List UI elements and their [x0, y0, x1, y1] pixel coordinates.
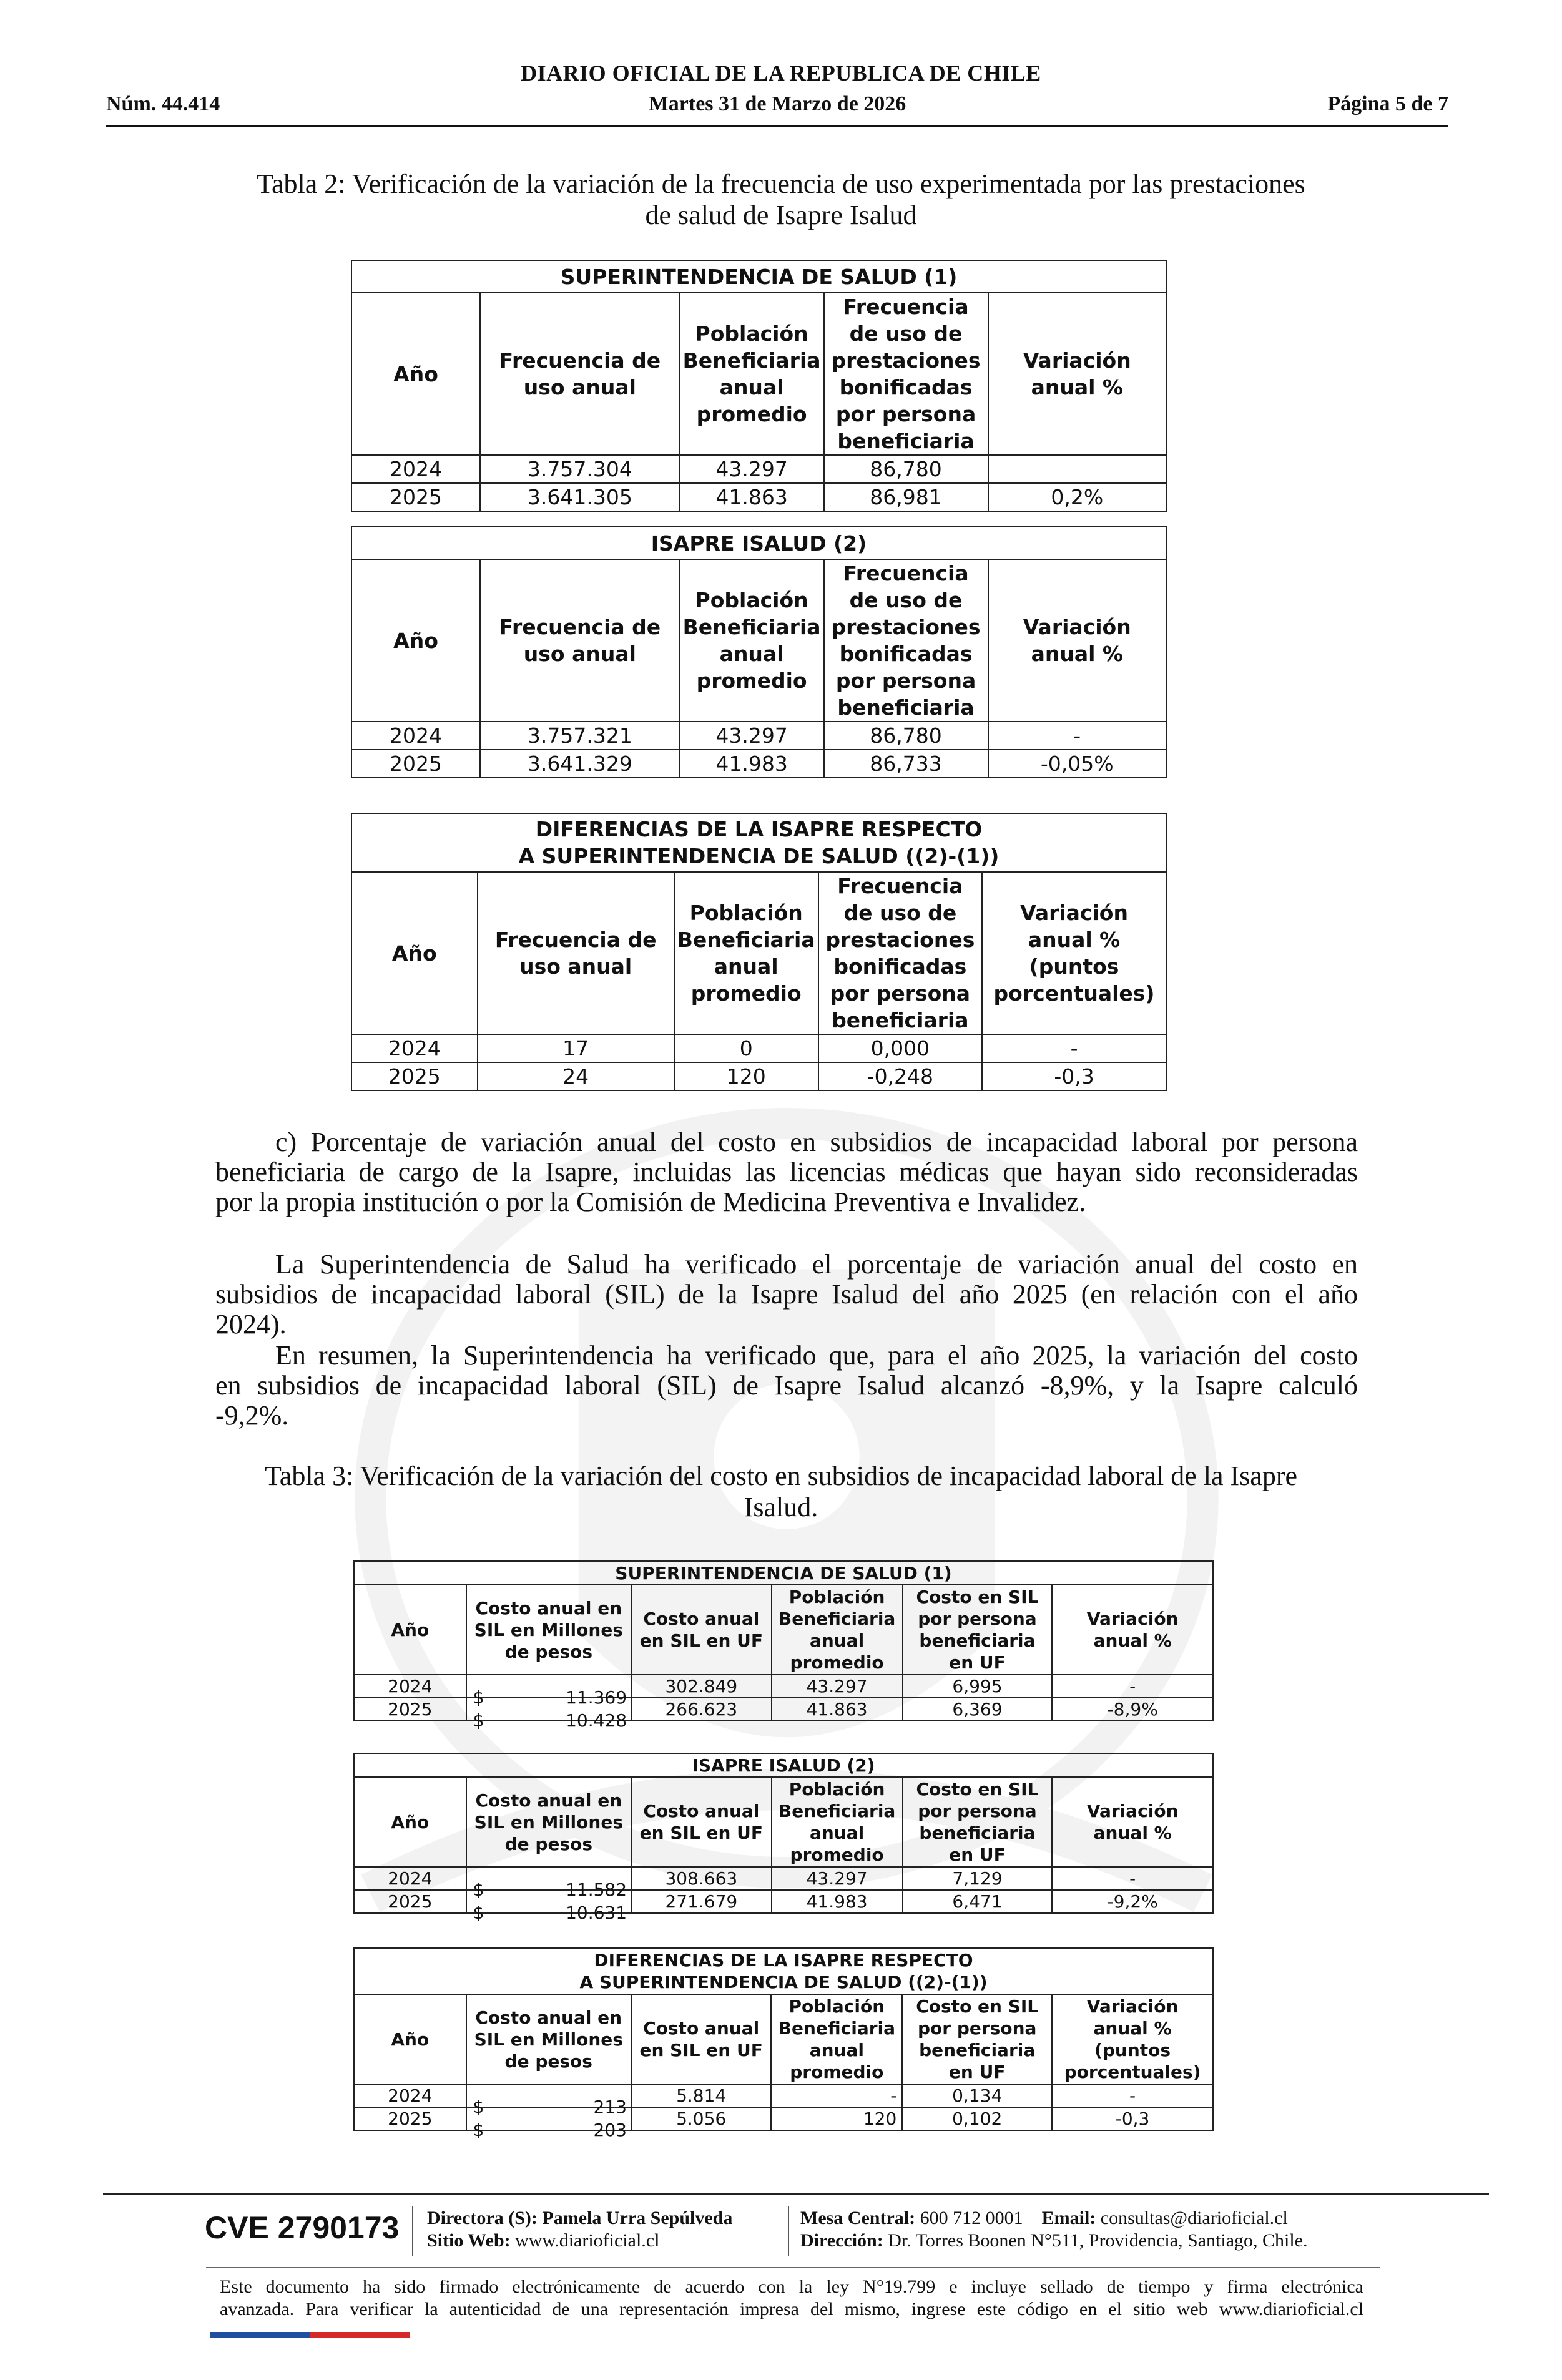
table-cell-currency: $ 11.582: [466, 1867, 631, 1890]
table-cell: 24: [478, 1062, 674, 1090]
table-row: [351, 1034, 1166, 1062]
table-cell: 2024: [354, 2084, 466, 2107]
col-header-variation: Variación anual %: [1052, 1777, 1213, 1867]
col-header-cost-uf: Costo anual en SIL en UF: [631, 1585, 772, 1675]
table-cell: 86,780: [824, 455, 988, 483]
table-cell: 2024: [351, 722, 480, 750]
table-cell: -8,9%: [1052, 1698, 1213, 1721]
table-cell: 2024: [354, 1867, 466, 1890]
flag-bar-red: [310, 2332, 410, 2338]
flag-bar-blue: [210, 2332, 310, 2338]
table-cell: -: [988, 722, 1166, 750]
table-cell: [988, 455, 1166, 483]
section-title: DIFERENCIAS DE LA ISAPRE RESPECTO A SUPERINTENDENCIA DE SALUD ((2)-(1)): [354, 1948, 1213, 1994]
issue-date: Martes 31 de Marzo de 2026: [648, 92, 906, 115]
table-cell: 5.814: [631, 2084, 771, 2107]
col-header-cost-millions: Costo anual en SIL en Millones de pesos: [466, 1585, 631, 1675]
table3-caption: Tabla 3: Verificación de la variación del costo en subsidios de incapacidad laboral de la Isapre Isalud.: [264, 1461, 1298, 1522]
col-header-cost-millions: Costo anual en SIL en Millones de pesos: [466, 1994, 631, 2084]
table-cell: 3.641.329: [480, 750, 680, 778]
col-header-variation: Variación anual % (puntos porcentuales): [982, 872, 1166, 1034]
table3-section: [353, 1753, 1214, 1923]
table-cell-currency: $ 213: [466, 2084, 631, 2107]
table2-section: [351, 813, 1167, 1091]
table-cell: 43.297: [772, 1867, 903, 1890]
table-cell: 120: [674, 1062, 818, 1090]
table-cell: 86,780: [824, 722, 988, 750]
table-row: [354, 2107, 1213, 2130]
table-cell: 41.983: [772, 1890, 903, 1913]
table-cell: 86,733: [824, 750, 988, 778]
table-cell: 2025: [351, 1062, 478, 1090]
table-row: [354, 1890, 1213, 1913]
table-row: [351, 750, 1166, 778]
col-header-frequency: Frecuencia de uso anual: [480, 559, 680, 722]
table-cell: 6,471: [903, 1890, 1053, 1913]
table-cell: 2024: [354, 1675, 466, 1698]
table-row: [354, 2084, 1213, 2107]
header-divider: [106, 125, 1448, 127]
issue-number: Núm. 44.414: [106, 92, 220, 115]
table-cell: -: [771, 2084, 902, 2107]
section-title: DIFERENCIAS DE LA ISAPRE RESPECTO A SUPERINTENDENCIA DE SALUD ((2)-(1)): [351, 813, 1166, 872]
table-cell-currency: $ 10.631: [466, 1890, 631, 1913]
table-cell: 86,981: [824, 483, 988, 511]
table-row: [354, 1675, 1213, 1698]
col-header-frequency: Frecuencia de uso anual: [480, 293, 680, 455]
table-cell: 41.863: [680, 483, 824, 511]
paragraph-c: c) Porcentaje de variación anual del costo en subsidios de incapacidad laboral por persona beneficiaria de cargo de la Isapre, incluidas las licencias médicas que hayan sido reconsideradas por la propia institución o por la Comisión de Medicina Preventiva e Invalidez.: [215, 1127, 1358, 1217]
email-link[interactable]: consultas@diarioficial.cl: [1100, 2208, 1288, 2228]
table-cell: -: [1052, 1675, 1213, 1698]
footer-contact-left: Directora (S): Pamela Urra Sepúlveda Sitio Web: www.diarioficial.cl: [427, 2208, 733, 2251]
table-cell: 0,134: [902, 2084, 1052, 2107]
section-title: SUPERINTENDENCIA DE SALUD (1): [351, 260, 1166, 293]
table-cell: 2025: [354, 1698, 466, 1721]
col-header-frequency: Frecuencia de uso anual: [478, 872, 674, 1034]
cve-code: CVE 2790173: [205, 2210, 400, 2245]
table2-caption: Tabla 2: Verificación de la variación de la frecuencia de uso experimentada por las prestaciones de salud de Isapre Isalud: [257, 169, 1305, 230]
table-cell: 0,000: [818, 1034, 982, 1062]
col-header-cost-uf: Costo anual en SIL en UF: [631, 1777, 772, 1867]
table-cell: -: [982, 1034, 1166, 1062]
col-header-cost-uf: Costo anual en SIL en UF: [631, 1994, 771, 2084]
col-header-cost-per-person: Costo en SIL por persona beneficiaria en UF: [903, 1777, 1053, 1867]
table-cell: 2025: [351, 750, 480, 778]
website-link[interactable]: www.diarioficial.cl: [515, 2230, 660, 2251]
table-cell: 6,995: [903, 1675, 1053, 1698]
table-cell: 43.297: [680, 455, 824, 483]
table-cell-currency: $ 11.369: [466, 1675, 631, 1698]
col-header-variation: Variación anual %: [988, 293, 1166, 455]
col-header-year: Año: [351, 872, 478, 1034]
table-cell: 2024: [351, 455, 480, 483]
table-cell: 2025: [351, 483, 480, 511]
table-cell: -: [1052, 1867, 1213, 1890]
table-cell: 41.863: [772, 1698, 903, 1721]
section-title: ISAPRE ISALUD (2): [351, 527, 1166, 559]
footer-separator: [788, 2206, 789, 2256]
col-header-year: Año: [354, 1994, 466, 2084]
table-row: [351, 483, 1166, 511]
col-header-population: Población Beneficiaria anual promedio: [674, 872, 818, 1034]
col-header-variation: Variación anual % (puntos porcentuales): [1052, 1994, 1213, 2084]
table-cell: -9,2%: [1052, 1890, 1213, 1913]
col-header-population: Población Beneficiaria anual promedio: [680, 559, 824, 722]
table-cell: 266.623: [631, 1698, 772, 1721]
table-cell: 120: [771, 2107, 902, 2130]
footer-divider: [103, 2193, 1489, 2195]
table-cell: 5.056: [631, 2107, 771, 2130]
table-row: [351, 455, 1166, 483]
table3-section: [353, 1560, 1214, 1731]
newspaper-title: DIARIO OFICIAL DE LA REPUBLICA DE CHILE: [521, 61, 1041, 86]
col-header-year: Año: [354, 1777, 466, 1867]
col-header-variation: Variación anual %: [1052, 1585, 1213, 1675]
table-cell: 41.983: [680, 750, 824, 778]
table-cell: 2025: [354, 1890, 466, 1913]
paragraph-verification: La Superintendencia de Salud ha verificado el porcentaje de variación anual del costo en subsidios de incapacidad laboral (SIL) de la Isapre Isalud del año 2025 (en relación con el año 2024).: [215, 1249, 1358, 1339]
table-cell-currency: $ 10.428: [466, 1698, 631, 1721]
table-cell: -0,05%: [988, 750, 1166, 778]
footer-separator: [412, 2206, 413, 2256]
col-header-frequency-per-person: Frecuencia de uso de prestaciones bonificadas por persona beneficiaria: [824, 293, 988, 455]
col-header-population: Población Beneficiaria anual promedio: [680, 293, 824, 455]
col-header-population: Población Beneficiaria anual promedio: [771, 1994, 902, 2084]
table-cell: 0,2%: [988, 483, 1166, 511]
table-cell: 3.757.321: [480, 722, 680, 750]
table-row: [351, 722, 1166, 750]
footer-contact-right: Mesa Central: 600 712 0001 Email: consultas@diarioficial.cl Dirección: Dr. Torres Boonen N°511, Providencia, Santiago, Chile.: [800, 2208, 1308, 2251]
table-cell: 0: [674, 1034, 818, 1062]
table-cell: 3.641.305: [480, 483, 680, 511]
paragraph-summary: En resumen, la Superintendencia ha verificado que, para el año 2025, la variación del costo en subsidios de incapacidad laboral (SIL) de Isapre Isalud alcanzó -8,9%, y la Isapre calculó -9,2%.: [215, 1340, 1358, 1431]
col-header-cost-per-person: Costo en SIL por persona beneficiaria en UF: [902, 1994, 1052, 2084]
table-cell: 3.757.304: [480, 455, 680, 483]
col-header-year: Año: [354, 1585, 466, 1675]
table-cell-currency: $ 203: [466, 2107, 631, 2130]
table-cell: 17: [478, 1034, 674, 1062]
table-cell: 6,369: [903, 1698, 1053, 1721]
table-cell: 302.849: [631, 1675, 772, 1698]
section-title: SUPERINTENDENCIA DE SALUD (1): [354, 1561, 1213, 1585]
header-row: [106, 92, 1448, 120]
table-cell: 0,102: [902, 2107, 1052, 2130]
col-header-cost-millions: Costo anual en SIL en Millones de pesos: [466, 1777, 631, 1867]
col-header-cost-per-person: Costo en SIL por persona beneficiaria en UF: [903, 1585, 1053, 1675]
table-cell: 2024: [351, 1034, 478, 1062]
footer-inner-divider: [206, 2267, 1380, 2268]
table3-section: [353, 1947, 1214, 2140]
col-header-population: Población Beneficiaria anual promedio: [772, 1585, 903, 1675]
table-cell: 2025: [354, 2107, 466, 2130]
section-title: ISAPRE ISALUD (2): [354, 1753, 1213, 1777]
table-row: [354, 1867, 1213, 1890]
table-cell: 43.297: [772, 1675, 903, 1698]
col-header-frequency-per-person: Frecuencia de uso de prestaciones bonificadas por persona beneficiaria: [818, 872, 982, 1034]
table-cell: 7,129: [903, 1867, 1053, 1890]
table-cell: 271.679: [631, 1890, 772, 1913]
page-number: Página 5 de 7: [1327, 92, 1448, 115]
col-header-population: Población Beneficiaria anual promedio: [772, 1777, 903, 1867]
table-cell: -0,3: [1052, 2107, 1213, 2130]
table-cell: -0,3: [982, 1062, 1166, 1090]
table-cell: 43.297: [680, 722, 824, 750]
table2-section: [351, 526, 1167, 778]
table-cell: -: [1052, 2084, 1213, 2107]
legal-notice: Este documento ha sido firmado electrónicamente de acuerdo con la ley N°19.799 e incluye sellado de tiempo y firma electrónica avanzada. Para verificar la autenticidad de una representación impresa del mismo, ingrese este código en el sitio web www.diarioficial.cl: [220, 2276, 1363, 2319]
table-cell: -0,248: [818, 1062, 982, 1090]
table-cell: 308.663: [631, 1867, 772, 1890]
table-row: [351, 1062, 1166, 1090]
table2-section: [351, 260, 1167, 512]
col-header-variation: Variación anual %: [988, 559, 1166, 722]
col-header-year: Año: [351, 559, 480, 722]
table-row: [354, 1698, 1213, 1721]
col-header-year: Año: [351, 293, 480, 455]
col-header-frequency-per-person: Frecuencia de uso de prestaciones bonificadas por persona beneficiaria: [824, 559, 988, 722]
